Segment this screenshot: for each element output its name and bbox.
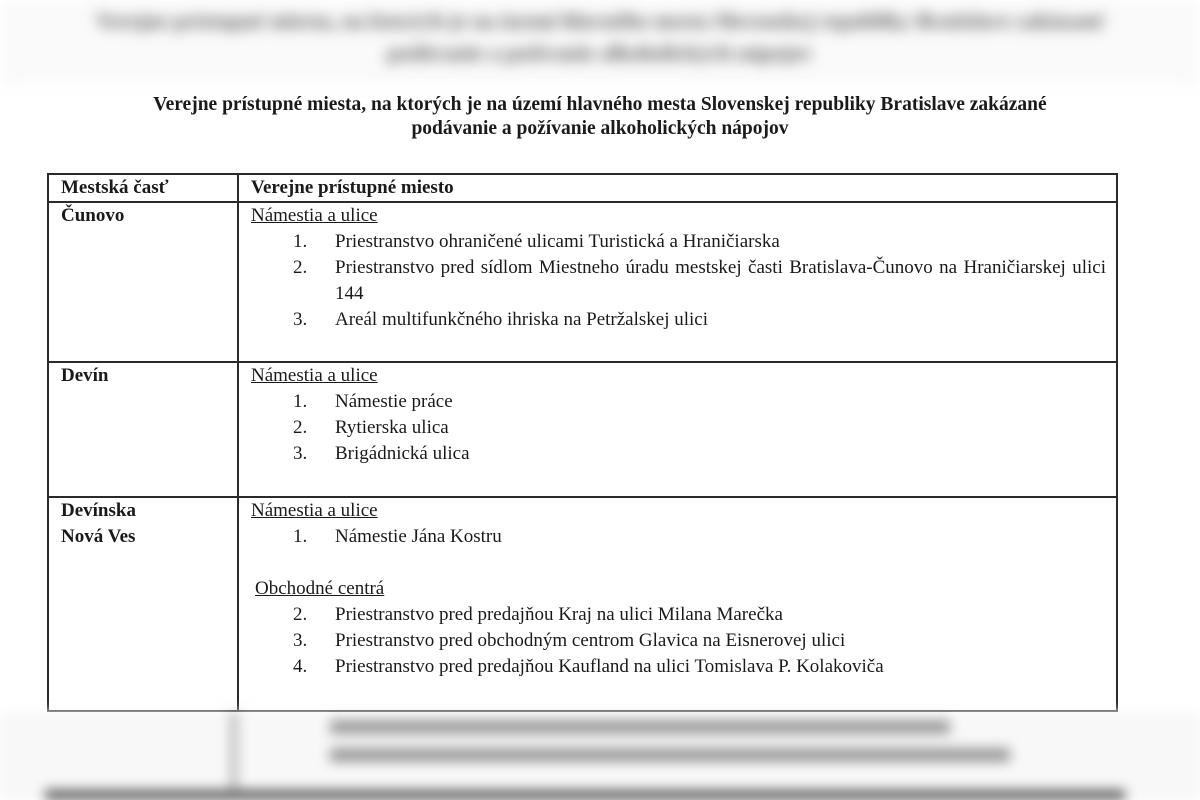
- places-cell: [238, 362, 1117, 497]
- district-name-line-2: Nová Ves: [61, 526, 136, 547]
- section-heading: Námestia a ulice: [251, 500, 378, 521]
- column-header-place: Verejne prístupné miesto: [238, 174, 1117, 202]
- item-number: 2.: [293, 417, 308, 438]
- list-item: [251, 602, 1116, 628]
- item-number: 1.: [293, 391, 308, 412]
- table-row-devin: [48, 362, 1117, 497]
- item-text: Námestie Jána Kostru: [335, 526, 502, 547]
- item-number: 3.: [293, 309, 308, 330]
- list-item: [251, 255, 1116, 307]
- item-text: Priestranstvo pred obchodným centrom Glavica na Eisnerovej ulici: [335, 630, 846, 651]
- document-title-line-1: Verejne prístupné miesta, na ktorých je na území hlavného mesta Slovenskej republiky Bratislave zakázané: [153, 94, 1047, 115]
- list-item: [251, 389, 1116, 415]
- locations-table: [47, 173, 1118, 712]
- item-number: 1.: [293, 526, 308, 547]
- blurred-text-line: [330, 720, 950, 734]
- places-list: [251, 229, 1116, 333]
- item-number: 4.: [293, 656, 308, 677]
- district-cell: Devín: [48, 362, 238, 497]
- table-header-row: [48, 174, 1117, 202]
- item-text: Priestranstvo pred predajňou Kaufland na ulici Tomislava P. Kolakoviča: [335, 656, 884, 677]
- item-number: 3.: [293, 443, 308, 464]
- list-item: [251, 654, 1116, 680]
- blurred-title-line-2: podávanie a požívanie alkoholických nápojov: [387, 40, 813, 65]
- blurred-bottom-border: [45, 790, 1125, 800]
- places-cell: [238, 202, 1117, 362]
- places-cell: [238, 497, 1117, 711]
- places-list: [251, 389, 1116, 467]
- item-number: 1.: [293, 231, 308, 252]
- section-heading: Obchodné centrá: [255, 578, 385, 599]
- item-number: 3.: [293, 630, 308, 651]
- section-heading: Námestia a ulice: [251, 205, 378, 226]
- item-text: Rytierska ulica: [335, 417, 449, 438]
- list-item: [251, 307, 1116, 333]
- item-text: Brigádnická ulica: [335, 443, 470, 464]
- table-row-devinska-nova-ves: [48, 497, 1117, 711]
- list-item: [251, 628, 1116, 654]
- blurred-header-reflection: [0, 0, 1200, 85]
- item-number: 2.: [293, 257, 308, 278]
- item-number: 2.: [293, 604, 308, 625]
- blurred-footer-reflection: [0, 712, 1200, 800]
- table-row-cunovo: [48, 202, 1117, 362]
- column-header-district: Mestská časť: [48, 174, 238, 202]
- item-text: Námestie práce: [335, 391, 453, 412]
- item-text: Priestranstvo ohraničené ulicami Turistická a Hraničiarska: [335, 231, 780, 252]
- item-text: Priestranstvo pred sídlom Miestneho úradu mestskej časti Bratislava-Čunovo na Hraničiarskej ulici 144: [335, 257, 1106, 304]
- blurred-text-line: [330, 748, 1010, 762]
- places-list: [251, 602, 1116, 680]
- places-list: [251, 524, 1116, 550]
- section-heading: Námestia a ulice: [251, 365, 378, 386]
- district-cell: [48, 497, 238, 711]
- blurred-title-line-1: Verejne prístupné miesta, na ktorých je na území hlavného mesta Slovenskej republiky Bratislave zakázané: [96, 8, 1104, 33]
- document-title-line-2: podávanie a požívanie alkoholických nápojov: [411, 118, 789, 139]
- list-item: [251, 524, 1116, 550]
- item-text: Priestranstvo pred predajňou Kraj na ulici Milana Marečka: [335, 604, 783, 625]
- blurred-column-divider: [230, 712, 238, 792]
- list-item: [251, 441, 1116, 467]
- spacer: [251, 550, 1116, 576]
- district-name-line-1: Devínska: [61, 500, 136, 521]
- list-item: [251, 415, 1116, 441]
- list-item: [251, 229, 1116, 255]
- document-title: [40, 93, 1160, 141]
- district-cell: Čunovo: [48, 202, 238, 362]
- item-text: Areál multifunkčného ihriska na Petržalskej ulici: [335, 309, 709, 330]
